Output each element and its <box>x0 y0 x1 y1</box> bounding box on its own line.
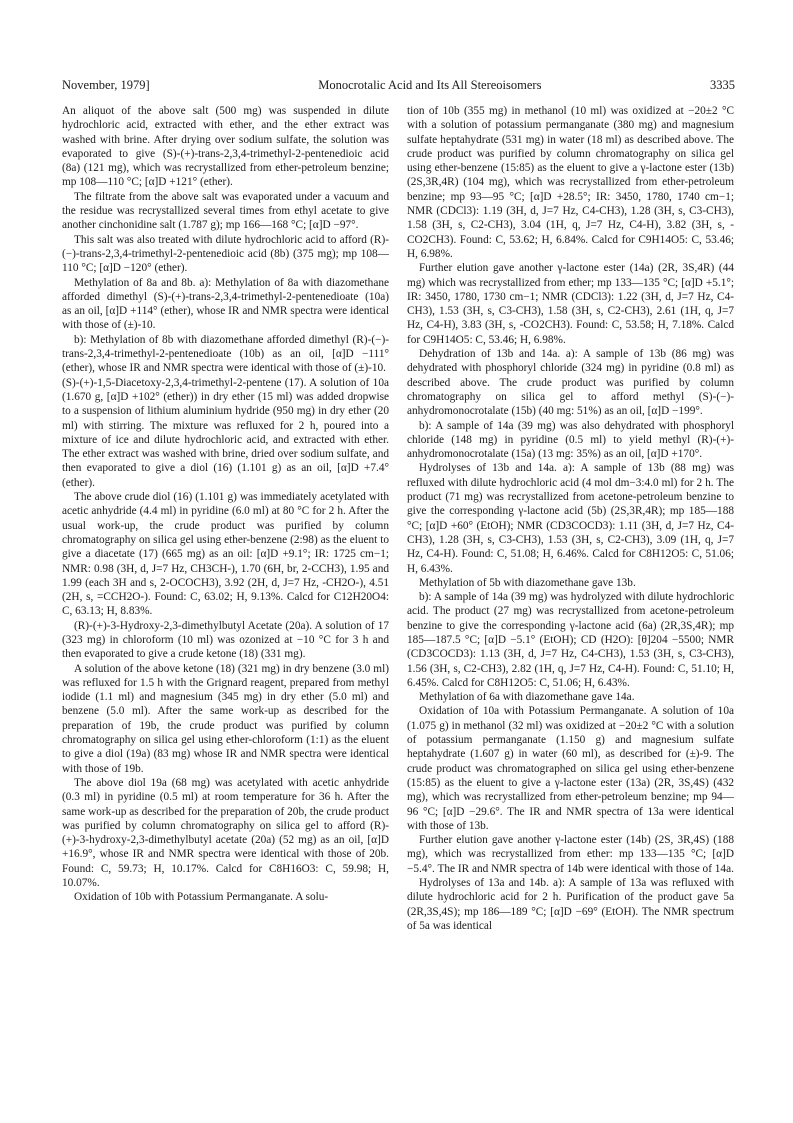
paragraph: Further elution gave another γ-lactone ester (14b) (2S, 3R,4S) (188 mg), which was recrystallized from ether: mp 133—135 °C; [α]D −5.4°. The IR and NMR spectra of 14b were identical with those of 14a. <box>407 834 734 875</box>
paragraph: Dehydration of 13b and 14a. a): A sample of 13b (86 mg) was dehydrated with phosphoryl chloride (324 mg) in pyridine (0.8 ml) as described above. The crude product was purified by column chromatography on silica gel to afford methyl (S)-(−)-anhydromonocrotalate (15b) (40 mg: 51%) as an oil, [α]D −199°. <box>407 348 734 418</box>
paragraph: The above diol 19a (68 mg) was acetylated with acetic anhydride (0.3 ml) in pyridine (0.5 ml) at room temperature for 36 h. After the same work-up as described for the preparation of 20b, the crude product was purified by column chromatography on silica gel to afford (R)-(+)-3-hydroxy-2,3-dimethylbutyl acetate (20a) (52 mg) as an oil, [α]D +16.9°, whose IR and NMR spectra were identical with those of 20b. Found: C, 59.73; H, 10.17%. Calcd for C8H16O3: C, 59.98; H, 10.07%. <box>62 776 389 890</box>
paragraph: This salt was also treated with dilute hydrochloric acid to afford (R)-(−)-trans-2,3,4-trimethyl-2-pentenedioic acid (8b) (375 mg); mp 108—110 °C; [α]D −120° (ether). <box>62 233 389 275</box>
paragraph: tion of 10b (355 mg) in methanol (10 ml) was oxidized at −20±2 °C with a solution of potassium permanganate (380 mg) and magnesium sulfate heptahydrate (531 mg) in water (18 ml) as described above. The crude product was purified by column chromatography on silica gel using ether-benzene (15:85) as the eluent to give a γ-lactone ester (13b) (2S,3R,4R) (104 mg), which was recrystallized from ether-petroleum benzine; mp 93—95 °C; [α]D +28.5°; IR: 3450, 1780, 1740 cm−1; NMR (CDCl3): 1.19 (3H, d, J=7 Hz, C4-CH3), 1.28 (3H, s, C3-CH3), 1.58 (3H, s, C2-CH3), 3.04 (1H, q, J=7 Hz, C4-H), 3.82 (3H, s, -CO2CH3). Found: C, 53.62; H, 6.84%. Calcd for C9H14O5: C, 53.46; H, 6.98%. <box>407 105 734 260</box>
paragraph: Hydrolyses of 13a and 14b. a): A sample of 13a was refluxed with dilute hydrochloric acid for 2 h. Purification of the product gave 5a (2R,3S,4S); mp 186—189 °C; [α]D −69° (EtOH). The NMR spectrum of 5a was identical <box>407 877 734 932</box>
right-column <box>407 104 734 1104</box>
left-column <box>62 104 389 1104</box>
page-number: 3335 <box>710 78 735 92</box>
paragraph: b): Methylation of 8b with diazomethane afforded dimethyl (R)-(−)-trans-2,3,4-trimethyl-2-pentenedioate (10b) as an oil, [α]D −111° (ether), whose IR and NMR spectra were identical with those of (±)-10. <box>62 333 389 375</box>
paragraph: The filtrate from the above salt was evaporated under a vacuum and the residue was recrystallized several times from ethyl acetate to give another cinchonidine salt (1.787 g); mp 166—168 °C; [α]D −97°. <box>62 190 389 232</box>
running-header <box>62 78 735 96</box>
paragraph: Methylation of 6a with diazomethane gave 14a. <box>419 691 635 704</box>
paragraph: (R)-(+)-3-Hydroxy-2,3-dimethylbutyl Acetate (20a). A solution of 17 (323 mg) in chloroform (10 ml) was ozonized at −10 °C for 3 h and then evaporated to give a crude ketone (18) (331 mg). <box>62 619 389 661</box>
paragraph: Hydrolyses of 13b and 14a. a): A sample of 13b (88 mg) was refluxed with dilute hydrochloric acid (4 mol dm−3:4.0 ml) for 2 h. The product (71 mg) was recrystallized from acetone-petroleum benzine to give the corresponding γ-lactone acid (5b) (2S,3R,4R); mp 185—188 °C; [α]D +60° (EtOH); NMR (CD3COCD3): 1.11 (3H, d, J=7 Hz, C4-CH3), 1.28 (3H, s, C3-CH3), 1.53 (3H, s, C2-CH3), 3.09 (1H, q, J=7 Hz, C4-H). Found: C, 51.08; H, 6.46%. Calcd for C8H12O5: C, 51.06; H, 6.43%. <box>407 462 734 575</box>
paragraph: Oxidation of 10b with Potassium Permanganate. A solu- <box>74 891 329 904</box>
paragraph: (S)-(+)-1,5-Diacetoxy-2,3,4-trimethyl-2-pentene (17). A solution of 10a (1.670 g, [α]D +102° (ether)) in dry ether (15 ml) was added dropwise to a suspension of lithium aluminium hydride (950 mg) in dry ether (20 ml) with stirring. The mixture was refluxed for 2 h, poured into a mixture of ice and dilute hydrochloric acid, and extracted with ether. The ether extract was washed with brine, dried over sodium sulfate, and then evaporated to give a diol (16) (1.101 g) as an oil, [α]D +7.4° (ether). <box>62 376 389 489</box>
running-title: Monocrotalic Acid and Its All Stereoisomers <box>318 78 542 92</box>
paragraph: A solution of the above ketone (18) (321 mg) in dry benzene (3.0 ml) was refluxed for 1.5 h with the Grignard reagent, prepared from methyl iodide (1.1 ml) and magnesium (345 mg) in dry ether (5.0 ml) and benzene (5.0 ml). After the same work-up as described for the preparation of 19b, the crude product was purified by column chromatography on silica gel using ether-chloroform (1:1) as the eluent to give a diol (19a) (83 mg) whose IR and NMR spectra were identical with those of 19b. <box>62 662 389 775</box>
paragraph: b): A sample of 14a (39 mg) was hydrolyzed with dilute hydrochloric acid. The product (27 mg) was recrystallized from acetone-petroleum benzine to give the corresponding γ-lactone acid (6a) (2R,3S,4R); mp 185—187.5 °C; [α]D −5.1° (EtOH); CD (H2O): [θ]204 −5500; NMR (CD3COCD3): 1.13 (3H, d, J=7 Hz, C4-CH3), 1.53 (3H, s, C3-CH3), 1.56 (3H, s, C2-CH3), 2.82 (1H, q, J=7 Hz, C4-H). Found: C, 51.10; H, 6.45%. Calcd for C8H12O5: C, 51.06; H, 6.43%. <box>407 591 734 689</box>
paragraph: An aliquot of the above salt (500 mg) was suspended in dilute hydrochloric acid, extracted with ether, and the ether extract was washed with brine. After drying over sodium sulfate, the solution was evaporated to give (S)-(+)-trans-2,3,4-trimethyl-2-pentenedioic acid (8a) (121 mg), which was recrystallized from ether-petroleum benzine; mp 108—110 °C; [α]D +121° (ether). <box>62 105 389 189</box>
paragraph: b): A sample of 14a (39 mg) was also dehydrated with phosphoryl chloride (148 mg) in pyridine (0.5 ml) to yield methyl (R)-(+)-anhydromonocrotalate (15a) (13 mg: 35%) as an oil, [α]D +170°. <box>407 419 734 461</box>
paragraph: Methylation of 5b with diazomethane gave 13b. <box>419 576 636 589</box>
paragraph: Further elution gave another γ-lactone ester (14a) (2R, 3S,4R) (44 mg) which was recrystallized from ether; mp 133—135 °C; [α]D +5.1°; IR: 3450, 1780, 1730 cm−1; NMR (CDCl3): 1.22 (3H, d, J=7 Hz, C4-CH3), 1.53 (3H, s, C3-CH3), 1.58 (3H, s, C2-CH3), 2.61 (1H, q, J=7 Hz, C4-H), 3.83 (3H, s, -CO2CH3). Found: C, 53.58; H, 7.18%. Calcd for C9H14O5: C, 53.46; H, 6.98%. <box>407 262 734 346</box>
paragraph: Methylation of 8a and 8b. a): Methylation of 8a with diazomethane afforded dimethyl (S)-(+)-trans-2,3,4-trimethyl-2-pentenedioate (10a) as an oil, [α]D +114° (ether), whose IR and NMR spectra were identical with those of (±)-10. <box>62 276 389 332</box>
paragraph: The above crude diol (16) (1.101 g) was immediately acetylated with acetic anhydride (4.4 ml) in pyridine (6.0 ml) at 80 °C for 2 h. After the usual work-up, the crude product was purified by column chromatography on silica gel using ether-benzene (2:98) as the eluent to give a diacetate (17) (665 mg) as an oil: [α]D +9.1°; IR: 1725 cm−1; NMR: 0.98 (3H, d, J=7 Hz, CH3CH-), 1.70 (6H, br, 2-CCH3), 1.95 and 1.99 (each 3H and s, 2-OCOCH3), 3.92 (2H, d, J=7 Hz, -CH2O-), 4.51 (2H, s, =CCH2O-). Found: C, 63.02; H, 9.13%. Calcd for C12H20O4: C, 63.13; H, 8.83%. <box>62 491 389 618</box>
paragraph: Oxidation of 10a with Potassium Permanganate. A solution of 10a (1.075 g) in methanol (32 ml) was oxidized at −20±2 °C with a solution of potassium permanganate (1.150 g) and magnesium sulfate heptahydrate (1.607 g) in water (60 ml), as described for (±)-9. The crude product was chromatographed on silica gel using ether-benzene (15:85) as the eluent to give a γ-lactone ester (13a) (2R, 3S,4S) (432 mg), which was recrystallized from ether-petroleum benzine; mp 94—96 °C; [α]D −29.6°. The IR and NMR spectra of 13a were identical with those of 13b. <box>407 705 734 832</box>
issue-date: November, 1979] <box>62 78 150 92</box>
